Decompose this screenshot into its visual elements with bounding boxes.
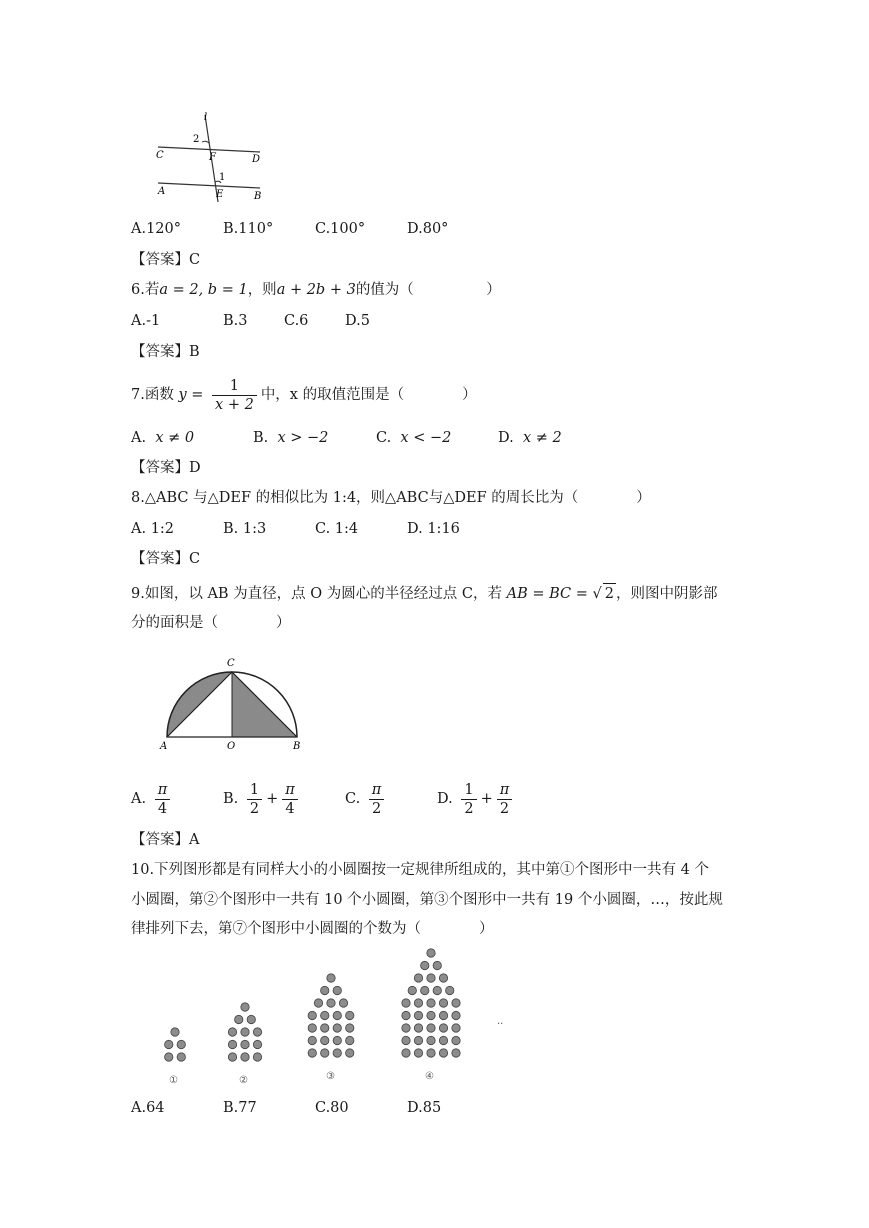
q5-option-b: B.110° xyxy=(223,221,274,237)
q7-option-c-letter: C. xyxy=(376,430,392,446)
q8-option-b: B. 1:3 xyxy=(223,521,267,537)
q9-option-d xyxy=(437,780,516,818)
small-circle xyxy=(427,1024,435,1032)
small-circle xyxy=(402,1011,410,1019)
label-b: B xyxy=(293,741,301,752)
q8-answer: 【答案】C xyxy=(131,551,201,567)
small-circle xyxy=(253,1040,261,1048)
small-circle xyxy=(452,999,460,1007)
small-circle xyxy=(427,1036,435,1044)
small-circle xyxy=(439,974,447,982)
q9-sqrt-value: 2 xyxy=(603,583,616,604)
small-circle xyxy=(414,1036,422,1044)
small-circle xyxy=(427,974,435,982)
small-circle xyxy=(308,1024,316,1032)
small-circle xyxy=(446,986,454,994)
small-circle xyxy=(427,1011,435,1019)
small-circle xyxy=(177,1040,185,1048)
q9-option-a-num: π xyxy=(157,781,168,798)
pattern-label-1: ① xyxy=(169,1075,178,1086)
q7-answer: 【答案】D xyxy=(131,460,201,476)
q9-option-c-den: 2 xyxy=(371,800,382,817)
q10-option-a: A.64 xyxy=(131,1100,165,1116)
small-circle xyxy=(402,1024,410,1032)
q5-option-a: A.120° xyxy=(131,221,182,237)
q7-numerator: 1 xyxy=(229,377,240,394)
q8-option-a: A. 1:2 xyxy=(131,521,175,537)
q9-option-c xyxy=(345,780,388,818)
small-circle xyxy=(253,1028,261,1036)
small-circle xyxy=(327,974,335,982)
q9-sqrt: √ 2 xyxy=(593,586,616,602)
label-f: F xyxy=(209,152,216,163)
q9-option-a-frac xyxy=(155,781,171,818)
label-o: O xyxy=(227,741,236,752)
small-circle xyxy=(177,1053,185,1061)
small-circle xyxy=(414,1024,422,1032)
small-circle xyxy=(321,1024,329,1032)
small-circle xyxy=(452,1024,460,1032)
q6-stem-suffix: 的值为（ ） xyxy=(355,282,501,298)
q7-option-a xyxy=(131,428,194,448)
semicircle-figure xyxy=(150,645,320,755)
small-circle xyxy=(165,1053,173,1061)
q9-option-d-a-den: 2 xyxy=(464,800,474,817)
small-circle xyxy=(346,1036,354,1044)
small-circle xyxy=(439,1011,447,1019)
q9-option-b-a-num: 1 xyxy=(249,781,260,798)
small-circle xyxy=(414,1049,422,1057)
small-circle xyxy=(427,1049,435,1057)
q9-stem-math: AB = BC = xyxy=(506,586,588,602)
q9-option-b-b-num: π xyxy=(285,781,295,798)
small-circle xyxy=(414,974,422,982)
q7-stem-suffix: 中，x 的取值范围是（ ） xyxy=(260,387,477,403)
small-circle xyxy=(241,1028,249,1036)
q9-option-b-b-den: 4 xyxy=(285,800,295,817)
dots-group xyxy=(165,949,461,1061)
small-circle xyxy=(433,986,441,994)
q9-option-d-b-den: 2 xyxy=(499,800,510,817)
small-circle xyxy=(321,1011,329,1019)
q9-stem-suffix: ，则图中阴影部 xyxy=(615,586,718,602)
q7-option-d-letter: D. xyxy=(498,430,514,446)
small-circle xyxy=(439,1036,447,1044)
small-circle xyxy=(421,986,429,994)
small-circle xyxy=(433,961,441,969)
q8-option-c: C. 1:4 xyxy=(315,521,359,537)
q7-stem xyxy=(131,375,477,415)
small-circle xyxy=(333,1024,341,1032)
small-circle xyxy=(421,961,429,969)
small-circle xyxy=(241,1040,249,1048)
small-circle xyxy=(321,986,329,994)
small-circle xyxy=(308,1036,316,1044)
q7-fraction xyxy=(212,377,257,414)
q9-option-a-den: 4 xyxy=(157,800,168,817)
label-b: B xyxy=(254,191,262,202)
q9-option-c-num: π xyxy=(371,781,382,798)
q8-stem: 8.△ABC 与△DEF 的相似比为 1:4，则△ABC与△DEF 的周长比为（ ） xyxy=(131,490,651,506)
q9-option-b-letter: B. xyxy=(223,791,239,807)
q10-stem-line2: 小圆圈，第②个图形中一共有 10 个小圆圈，第③个图形中一共有 19 个小圆圈，…，按此规 xyxy=(131,892,723,908)
small-circle xyxy=(427,999,435,1007)
q10-option-b: B.77 xyxy=(223,1100,257,1116)
small-circle xyxy=(308,1049,316,1057)
q9-option-d-letter: D. xyxy=(437,791,453,807)
pattern-label-3: ③ xyxy=(326,1071,335,1082)
q6-stem-math2: a + 2b + 3 xyxy=(276,282,356,298)
small-circle xyxy=(333,1011,341,1019)
q9-option-b xyxy=(223,780,302,818)
q6-answer: 【答案】B xyxy=(131,344,200,360)
q9-stem-prefix: 9.如图，以 AB 为直径，点 O 为圆心的半径经过点 C，若 xyxy=(131,586,502,602)
small-circle xyxy=(427,949,435,957)
small-circle xyxy=(452,1036,460,1044)
label-a: A xyxy=(160,741,168,752)
q7-option-d xyxy=(498,428,562,448)
small-circle xyxy=(228,1040,236,1048)
small-circle xyxy=(327,999,335,1007)
small-circle xyxy=(253,1053,261,1061)
q6-stem-prefix: 6.若 xyxy=(131,282,160,298)
q9-option-d-plus: + xyxy=(480,791,493,807)
q9-option-b-frac-a xyxy=(247,781,262,818)
small-circle xyxy=(171,1028,179,1036)
q9-option-b-a-den: 2 xyxy=(249,800,260,817)
q7-option-c xyxy=(376,428,451,448)
q9-answer: 【答案】A xyxy=(131,832,200,848)
q9-option-c-frac xyxy=(369,781,385,818)
q8-option-d: D. 1:16 xyxy=(407,521,460,537)
label-c: C xyxy=(156,150,164,161)
q5-option-c: C.100° xyxy=(315,221,366,237)
q9-option-b-frac-b xyxy=(282,781,298,818)
q7-option-d-expr: x ≠ 2 xyxy=(522,430,562,446)
circle-patterns-figure xyxy=(150,945,530,1090)
line-ab xyxy=(158,183,260,188)
q7-option-b-expr: x > −2 xyxy=(277,430,329,446)
small-circle xyxy=(308,1011,316,1019)
small-circle xyxy=(333,1036,341,1044)
q9-stem-line2: 分的面积是（ ） xyxy=(131,615,291,631)
small-circle xyxy=(228,1053,236,1061)
q7-option-a-expr: x ≠ 0 xyxy=(155,430,195,446)
small-circle xyxy=(414,1011,422,1019)
small-circle xyxy=(452,1011,460,1019)
small-circle xyxy=(333,1049,341,1057)
q9-option-b-plus: + xyxy=(266,791,279,807)
q7-stem-prefix: 7.函数 xyxy=(131,387,174,403)
small-circle xyxy=(228,1028,236,1036)
small-circle xyxy=(439,1024,447,1032)
small-circle xyxy=(321,1049,329,1057)
small-circle xyxy=(165,1040,173,1048)
small-circle xyxy=(235,1015,243,1023)
q9-stem-line1 xyxy=(131,583,717,604)
small-circle xyxy=(452,1049,460,1057)
label-a: A xyxy=(158,186,166,197)
q10-stem-line1: 10.下列图形都是有同样大小的小圆圈按一定规律所组成的，其中第①个图形中一共有 4 个 xyxy=(131,862,709,878)
pattern-label-2: ② xyxy=(239,1075,248,1086)
small-circle xyxy=(333,986,341,994)
angle-2-arc xyxy=(202,141,209,143)
small-circle xyxy=(346,1011,354,1019)
q9-option-d-b-num: π xyxy=(499,781,510,798)
pattern-ellipsis: ·· xyxy=(497,1019,504,1030)
q7-option-a-letter: A. xyxy=(131,430,147,446)
small-circle xyxy=(321,1036,329,1044)
parallel-lines-figure xyxy=(150,110,270,205)
q7-eq: = xyxy=(191,387,204,403)
small-circle xyxy=(414,999,422,1007)
q9-option-a xyxy=(131,780,174,818)
q9-option-d-frac-b xyxy=(497,781,513,818)
q9-option-c-letter: C. xyxy=(345,791,361,807)
q6-stem-mid: ，则 xyxy=(247,282,277,298)
q5-option-d: D.80° xyxy=(407,221,449,237)
q6-stem xyxy=(131,280,501,300)
small-circle xyxy=(402,1036,410,1044)
q7-denominator: x + 2 xyxy=(215,396,254,413)
q5-answer: 【答案】C xyxy=(131,252,201,268)
q9-option-a-letter: A. xyxy=(131,791,147,807)
q7-option-b-letter: B. xyxy=(253,430,269,446)
q6-option-b: B.3 xyxy=(223,313,248,329)
small-circle xyxy=(314,999,322,1007)
small-circle xyxy=(439,1049,447,1057)
small-circle xyxy=(408,986,416,994)
small-circle xyxy=(346,1024,354,1032)
label-d: D xyxy=(252,154,261,165)
pattern-label-4: ④ xyxy=(425,1071,434,1082)
label-e: E xyxy=(216,189,224,200)
q10-option-d: D.85 xyxy=(407,1100,442,1116)
label-2: 2 xyxy=(193,134,200,145)
q9-option-d-a-num: 1 xyxy=(464,781,474,798)
q6-option-c: C.6 xyxy=(284,313,309,329)
small-circle xyxy=(339,999,347,1007)
q7-option-b xyxy=(253,428,328,448)
q7-option-c-expr: x < −2 xyxy=(400,430,452,446)
small-circle xyxy=(247,1015,255,1023)
q10-option-c: C.80 xyxy=(315,1100,349,1116)
small-circle xyxy=(439,999,447,1007)
small-circle xyxy=(346,1049,354,1057)
q6-option-a: A.-1 xyxy=(131,313,161,329)
label-c: C xyxy=(227,658,235,669)
small-circle xyxy=(402,999,410,1007)
small-circle xyxy=(241,1053,249,1061)
q9-option-d-frac-a xyxy=(461,781,476,818)
small-circle xyxy=(241,1003,249,1011)
q10-stem-line3: 律排列下去，第⑦个图形中小圆圈的个数为（ ） xyxy=(131,921,494,937)
small-circle xyxy=(402,1049,410,1057)
q7-y: y xyxy=(178,387,187,403)
q6-option-d: D.5 xyxy=(345,313,370,329)
label-1: 1 xyxy=(219,172,226,183)
label-l: l xyxy=(204,112,208,123)
q6-stem-math: a = 2, b = 1 xyxy=(159,282,248,298)
